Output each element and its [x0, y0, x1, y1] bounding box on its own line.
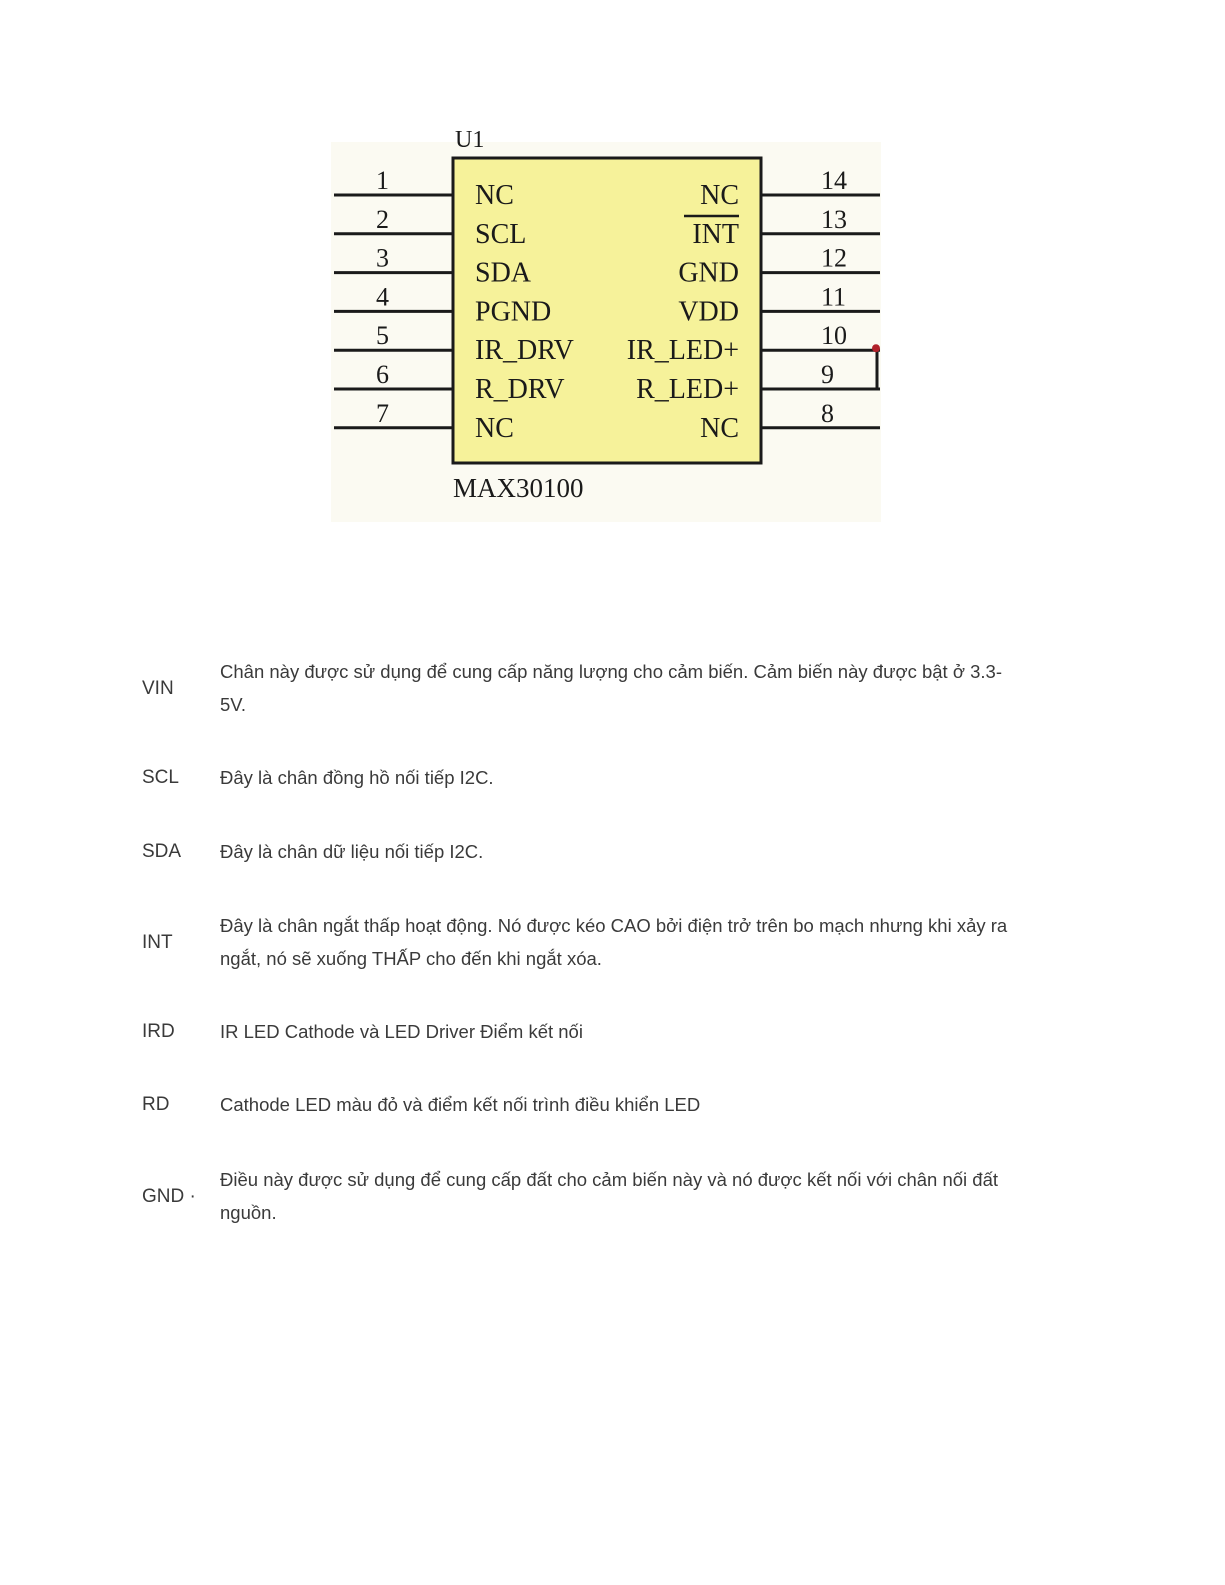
pin-description: Chân này được sử dụng để cung cấp năng lượng cho cảm biến. Cảm biến này được bật ở 3.3-5V.	[220, 661, 1002, 715]
pin-number: 3	[376, 243, 389, 273]
pin-number: 10	[821, 321, 847, 351]
pin-row-gnd	[142, 1162, 1042, 1230]
ref-label: U1	[455, 127, 485, 153]
pin-name: INT	[142, 931, 173, 953]
pin-description: Đây là chân đồng hồ nối tiếp I2C.	[220, 767, 494, 788]
schematic-svg	[331, 127, 881, 522]
pin-signal-label: R_LED+	[636, 374, 739, 405]
pin-number: 14	[821, 166, 847, 195]
pin-signal-label: PGND	[475, 296, 552, 328]
pin-row-scl	[142, 761, 1042, 794]
pin-signal-label: GND	[678, 257, 739, 289]
pin-name: VIN	[142, 677, 174, 699]
pin-description: Đây là chân ngắt thấp hoạt động. Nó được kéo CAO bởi điện trở trên bo mạch nhưng khi xảy ra ngắt, nó sẽ xuống THẤP cho đến khi ngắt xóa.	[220, 915, 1008, 969]
pin-number: 1	[376, 166, 389, 195]
max30100-pinout-diagram	[331, 127, 881, 522]
pin-signal-label: R_DRV	[475, 374, 565, 405]
pin-number: 9	[821, 360, 834, 389]
pin-number: 13	[821, 204, 847, 234]
pin-description: Cathode LED màu đỏ và điểm kết nối trình điều khiển LED	[220, 1094, 701, 1115]
pin-number: 4	[376, 282, 389, 312]
pin-row-ird	[142, 1015, 1042, 1048]
pin-row-int	[142, 908, 1042, 976]
pin-signal-label: SCL	[475, 218, 527, 250]
pin-name: GND ·	[142, 1185, 196, 1207]
pin-signal-label: NC	[475, 180, 514, 211]
pin-number: 11	[821, 282, 847, 312]
pin-description: IR LED Cathode và LED Driver Điểm kết nối	[220, 1021, 583, 1042]
pin-row-vin	[142, 654, 1042, 722]
pin-signal-label: NC	[475, 412, 514, 444]
pin-name: RD	[142, 1094, 170, 1115]
pin-number: 6	[376, 360, 389, 389]
pin-signal-label: NC	[700, 180, 739, 211]
pin-number: 5	[376, 321, 389, 351]
pin-name: SCL	[142, 767, 179, 788]
pin-signal-label: IR_DRV	[475, 335, 574, 367]
pin-name: SDA	[142, 841, 182, 862]
pin-signal-label: SDA	[475, 257, 532, 289]
junction-dot	[872, 344, 880, 352]
pin-number: 7	[376, 398, 389, 428]
pin-name: IRD	[142, 1021, 175, 1042]
pin-number: 12	[821, 243, 847, 273]
pin-signal-label: VDD	[678, 296, 739, 328]
pin-description: Điều này được sử dụng để cung cấp đất cho cảm biến này và nó được kết nối với chân nối đất nguồn.	[220, 1169, 999, 1223]
pin-number: 8	[821, 398, 834, 428]
pin-row-rd	[142, 1088, 1042, 1121]
pin-signal-label: NC	[700, 412, 739, 444]
pin-number: 2	[376, 204, 389, 234]
pin-signal-label: INT	[692, 218, 739, 250]
pin-row-sda	[142, 835, 1042, 868]
pin-signal-label: IR_LED+	[626, 335, 739, 367]
chip-label: MAX30100	[453, 473, 584, 503]
pin-description: Đây là chân dữ liệu nối tiếp I2C.	[220, 841, 484, 862]
